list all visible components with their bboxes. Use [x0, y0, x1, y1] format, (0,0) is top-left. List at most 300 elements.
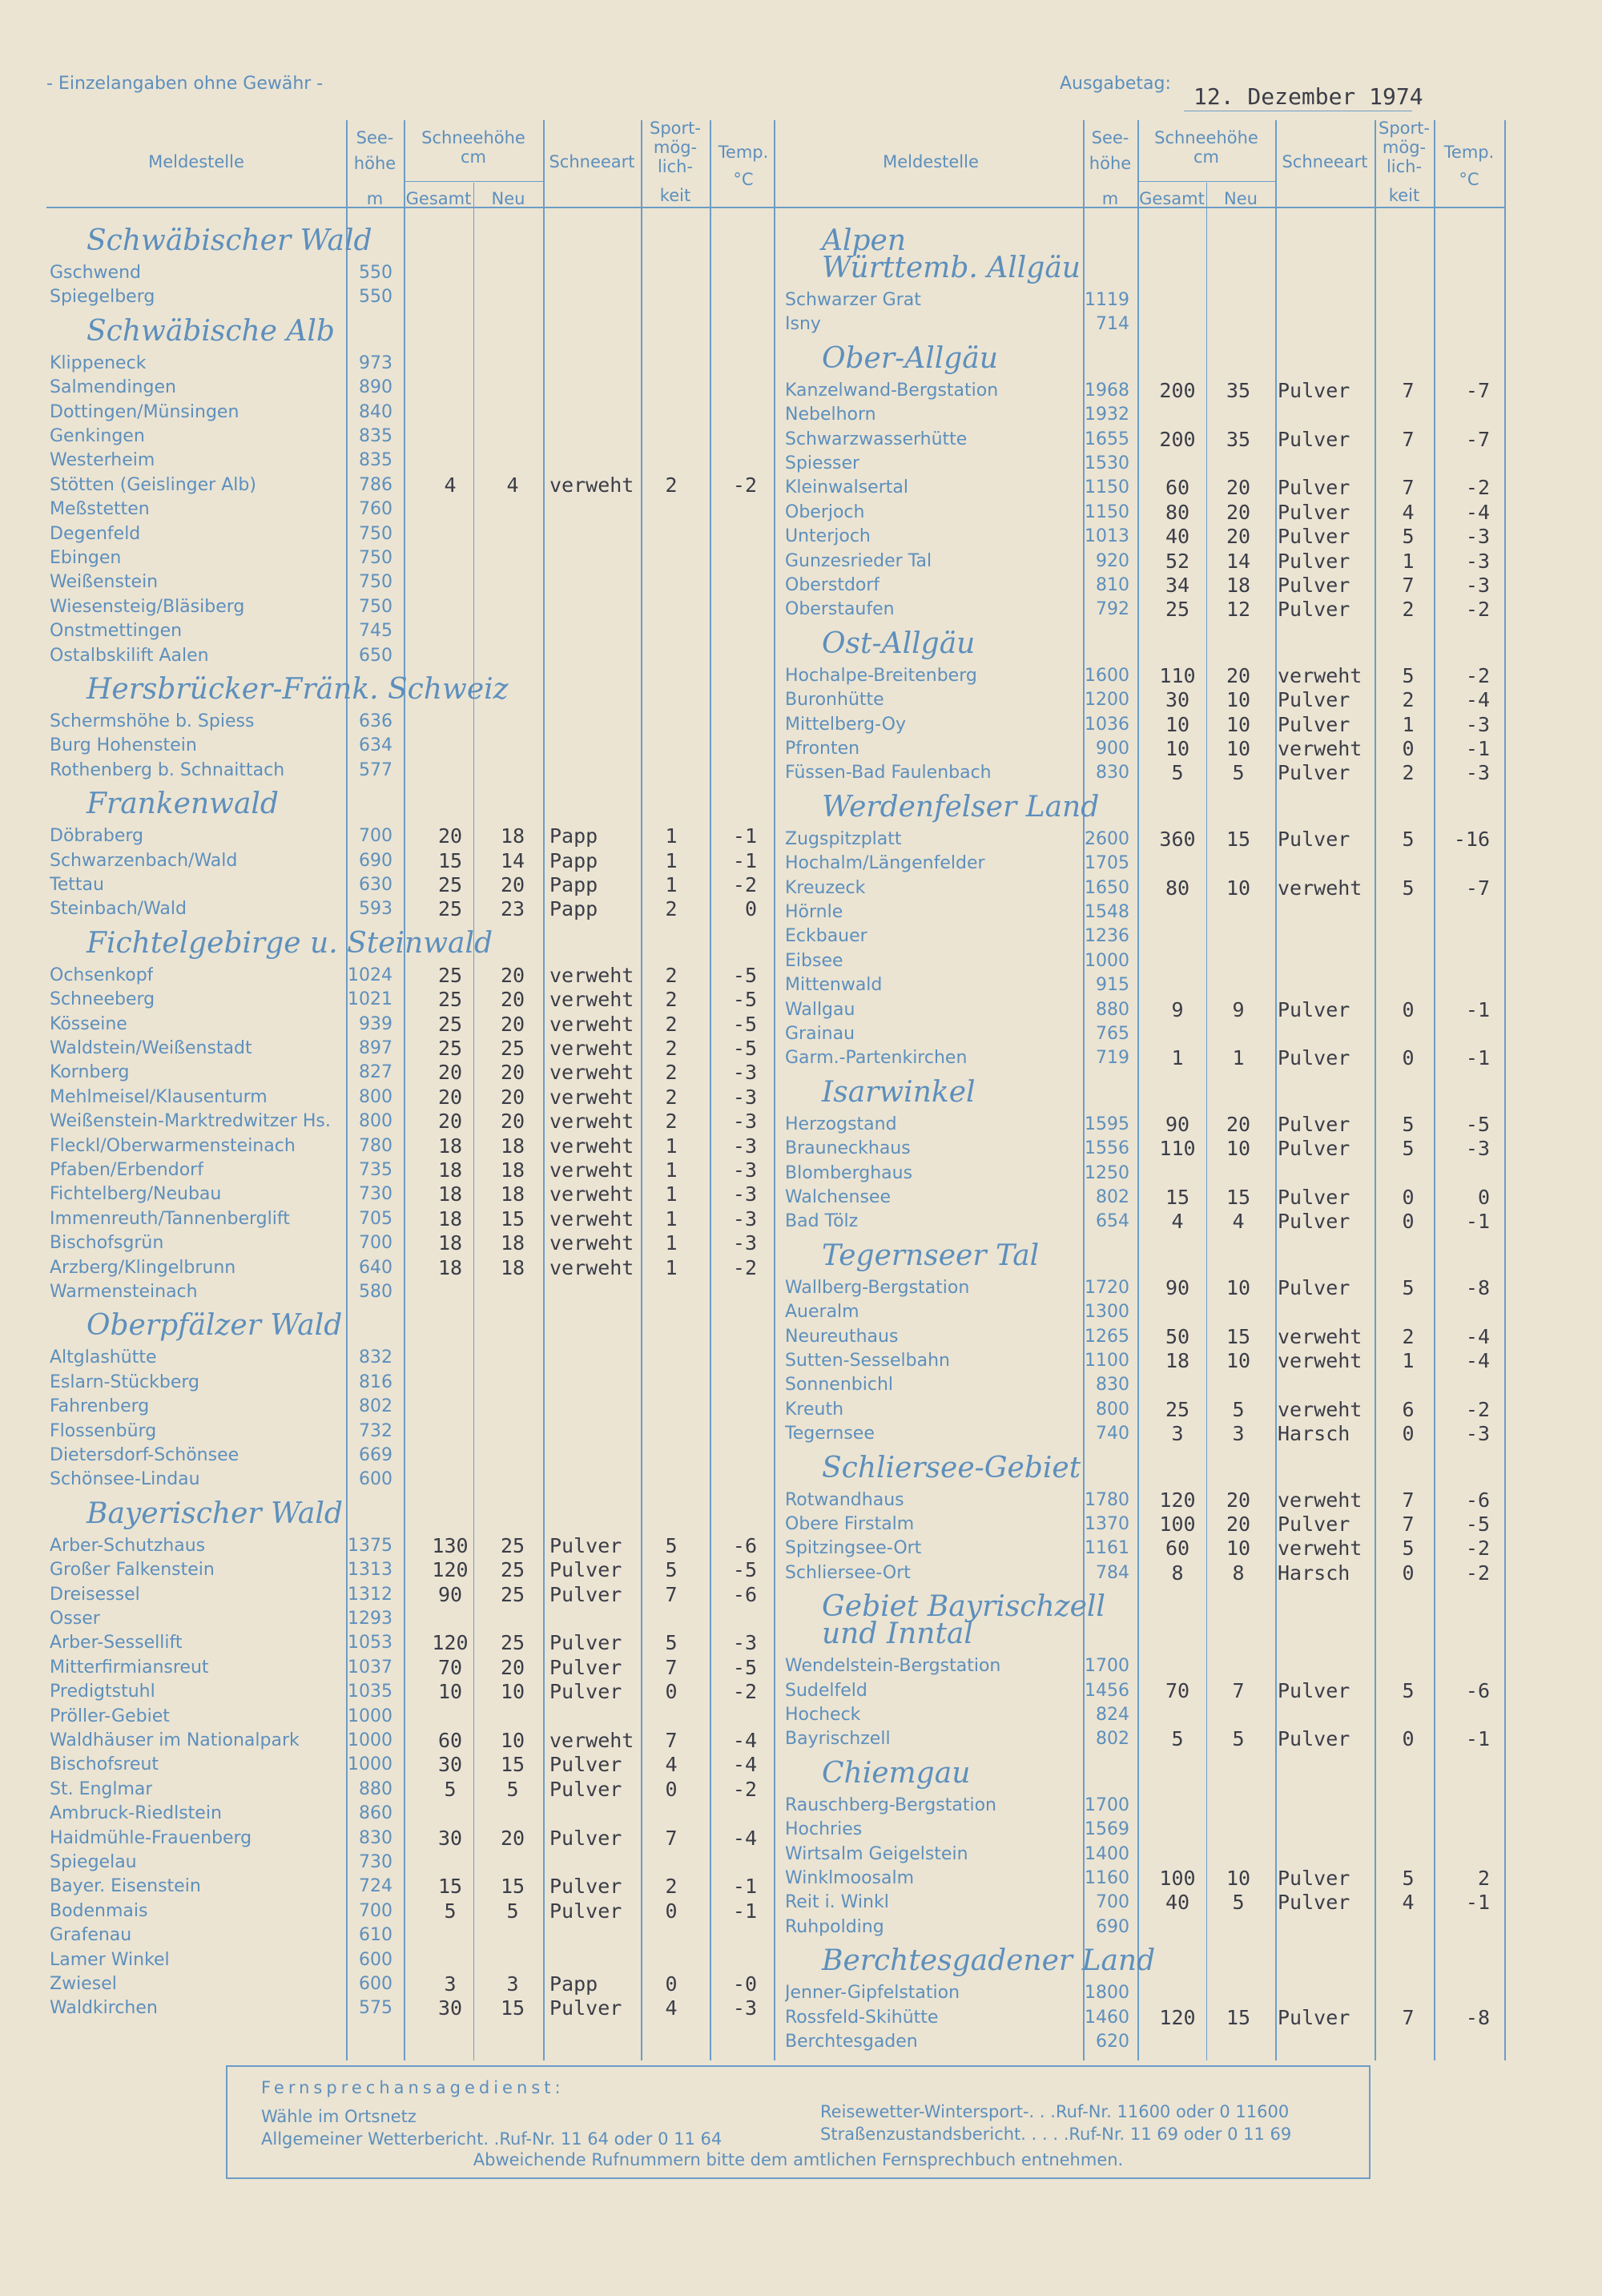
- snow-type: Pulver: [1278, 712, 1350, 736]
- snow-new: 5: [506, 1899, 519, 1923]
- station-name: Rauschberg-Bergstation: [785, 1795, 996, 1815]
- station-altitude: 939: [359, 1013, 392, 1034]
- station-name: Ochsenkopf: [50, 965, 154, 985]
- sport-possibility: 2: [665, 963, 678, 987]
- station-altitude: 1556: [1085, 1138, 1129, 1159]
- snow-new: 15: [500, 1996, 525, 2020]
- snow-new: 25: [500, 1533, 525, 1557]
- phone-service-title: Fernsprechansagedienst:: [261, 2078, 565, 2097]
- region-heading: Hersbrücker-Fränk. Schweiz: [87, 673, 509, 706]
- station-altitude: 600: [359, 1974, 392, 1994]
- snow-type: Pulver: [1278, 1891, 1350, 1915]
- r-col-sport-1: Sport-: [1379, 119, 1430, 138]
- station-name: Degenfeld: [50, 523, 141, 544]
- snow-type: Papp: [549, 1972, 598, 1996]
- snow-total: 18: [437, 1134, 463, 1158]
- r-column-rule: [1504, 120, 1506, 2060]
- station-altitude: 1370: [1085, 1514, 1129, 1534]
- snow-new: 15: [500, 1875, 525, 1899]
- middle-divider: [774, 120, 775, 2060]
- station-altitude: 1312: [348, 1584, 392, 1605]
- snow-new: 20: [1226, 1112, 1251, 1136]
- temperature: -3: [1465, 712, 1490, 736]
- station-name: Neureuthaus: [785, 1326, 899, 1347]
- station-name: Hochalm/Längenfelder: [785, 853, 985, 874]
- station-altitude: 1053: [348, 1633, 392, 1654]
- station-name: Hochries: [785, 1819, 863, 1840]
- station-altitude: 1400: [1085, 1843, 1129, 1864]
- sport-possibility: 7: [1402, 574, 1415, 597]
- temperature: -7: [1465, 427, 1490, 451]
- temperature: -2: [732, 1680, 757, 1704]
- station-name: Aueralm: [785, 1302, 859, 1323]
- sport-possibility: 4: [665, 1996, 678, 2020]
- station-name: Zwiesel: [50, 1974, 117, 1994]
- station-altitude: 580: [359, 1282, 392, 1302]
- snow-type: Pulver: [1278, 1727, 1350, 1751]
- temperature: -2: [1465, 663, 1490, 687]
- snow-type: verweht: [549, 1134, 634, 1158]
- station-name: Mittenwald: [785, 975, 883, 996]
- temperature: -3: [732, 1996, 757, 2020]
- station-altitude: 1700: [1085, 1656, 1129, 1677]
- station-name: Bad Tölz: [785, 1211, 859, 1232]
- station-name: St. Englmar: [50, 1778, 153, 1799]
- temperature: -16: [1453, 827, 1490, 851]
- station-altitude: 835: [359, 450, 392, 471]
- station-altitude: 1161: [1085, 1538, 1129, 1559]
- station-name: Eslarn-Stückberg: [50, 1372, 199, 1392]
- snow-type: Pulver: [1278, 1210, 1350, 1234]
- temperature: -5: [732, 963, 757, 987]
- snow-total: 8: [1171, 1561, 1184, 1585]
- snow-total: 25: [437, 873, 463, 896]
- station-altitude: 897: [359, 1038, 392, 1058]
- station-altitude: 1456: [1085, 1680, 1129, 1701]
- station-name: Pfronten: [785, 739, 860, 759]
- snow-type: Pulver: [1278, 2005, 1350, 2029]
- region-heading: Werdenfelser Land: [822, 790, 1100, 824]
- station-altitude: 1705: [1085, 853, 1129, 874]
- sport-possibility: 1: [1402, 549, 1415, 573]
- snow-new: 25: [500, 1631, 525, 1655]
- station-altitude: 750: [359, 572, 392, 593]
- snow-type: Pulver: [549, 1777, 622, 1801]
- station-altitude: 700: [359, 1233, 392, 1254]
- phone-service-box: [226, 2065, 1371, 2179]
- snow-type: Pulver: [549, 1899, 622, 1923]
- l-col-sport-1: Sport-: [650, 119, 701, 138]
- station-name: Weißenstein: [50, 572, 159, 593]
- temperature: -1: [1465, 1210, 1490, 1234]
- station-name: Großer Falkenstein: [50, 1560, 215, 1581]
- station-name: Buronhütte: [785, 690, 884, 711]
- snow-type: Pulver: [549, 1996, 622, 2020]
- snow-new: 18: [1226, 574, 1251, 597]
- station-name: Brauneckhaus: [785, 1138, 911, 1159]
- snow-total: 60: [437, 1729, 463, 1752]
- snow-total: 4: [444, 473, 457, 497]
- snow-total: 9: [1171, 997, 1184, 1021]
- station-name: Schwarzwasserhütte: [785, 429, 968, 449]
- snow-new: 15: [500, 1206, 525, 1231]
- snow-new: 25: [500, 1037, 525, 1060]
- snow-total: 15: [437, 848, 463, 872]
- sport-possibility: 5: [1402, 1275, 1415, 1299]
- station-name: Wirtsalm Geigelstein: [785, 1843, 968, 1864]
- station-altitude: 600: [359, 1469, 392, 1490]
- station-altitude: 669: [359, 1445, 392, 1465]
- snow-total: 200: [1159, 427, 1196, 451]
- station-altitude: 1932: [1085, 405, 1129, 425]
- snow-type: Pulver: [1278, 549, 1350, 573]
- snow-type: Pulver: [1278, 378, 1350, 402]
- temperature: -3: [732, 1061, 757, 1085]
- r-col-snow: Schneehöhe: [1154, 128, 1258, 147]
- temperature: -1: [1465, 1046, 1490, 1070]
- snow-new: 5: [1232, 1397, 1245, 1421]
- snow-new: 20: [500, 963, 525, 987]
- station-name: Schwarzer Grat: [785, 290, 921, 310]
- r-col-new: Neu: [1224, 189, 1258, 208]
- sport-possibility: 0: [665, 1899, 678, 1923]
- station-name: Gschwend: [50, 263, 141, 283]
- snow-new: 10: [500, 1729, 525, 1752]
- snow-total: 70: [1165, 1678, 1190, 1702]
- sport-possibility: 4: [665, 1753, 678, 1777]
- sport-possibility: 7: [665, 1826, 678, 1850]
- snow-type: verweht: [549, 988, 634, 1012]
- snow-total: 5: [1171, 761, 1184, 785]
- station-name: Hocheck: [785, 1705, 861, 1725]
- snow-new: 8: [1232, 1561, 1245, 1585]
- station-name: Winklmoosalm: [785, 1868, 915, 1888]
- station-altitude: 780: [359, 1135, 392, 1156]
- snow-type: verweht: [549, 1085, 634, 1109]
- station-name: Spiegelau: [50, 1852, 137, 1872]
- snow-total: 30: [437, 1753, 463, 1777]
- snow-new: 20: [500, 988, 525, 1012]
- station-altitude: 690: [359, 850, 392, 871]
- r-col-sport-4: keit: [1388, 186, 1420, 205]
- temperature: -2: [732, 473, 757, 497]
- snow-new: 10: [1226, 1349, 1251, 1372]
- snow-type: Harsch: [1278, 1422, 1350, 1446]
- snow-total: 120: [432, 1631, 469, 1655]
- sport-possibility: 5: [1402, 1537, 1415, 1561]
- temperature: -4: [1465, 688, 1490, 712]
- snow-total: 10: [1165, 737, 1190, 760]
- sport-possibility: 7: [1402, 1513, 1415, 1536]
- sport-possibility: 7: [665, 1729, 678, 1752]
- region-heading: Isarwinkel: [822, 1075, 976, 1109]
- snow-type: Pulver: [549, 1875, 622, 1899]
- phone-note: Abweichende Rufnummern bitte dem amtlichen Fernsprechbuch entnehmen.: [473, 2150, 1124, 2169]
- station-name: Unterjoch: [785, 526, 871, 547]
- r-column-rule: [1434, 120, 1435, 2060]
- station-altitude: 830: [1096, 763, 1129, 783]
- snow-total: 200: [1159, 378, 1196, 402]
- station-name: Oberstaufen: [785, 599, 895, 620]
- sport-possibility: 2: [665, 897, 678, 921]
- station-name: Sutten-Sesselbahn: [785, 1351, 950, 1371]
- station-altitude: 640: [359, 1257, 392, 1278]
- station-name: Haidmühle-Frauenberg: [50, 1827, 252, 1848]
- temperature: -3: [1465, 525, 1490, 549]
- snow-type: Pulver: [1278, 1867, 1350, 1890]
- station-altitude: 700: [1096, 1892, 1129, 1913]
- temperature: -3: [732, 1182, 757, 1206]
- station-altitude: 1000: [348, 1730, 392, 1750]
- station-altitude: 1236: [1085, 926, 1129, 947]
- station-altitude: 1035: [348, 1682, 392, 1702]
- sport-possibility: 5: [1402, 1112, 1415, 1136]
- temperature: -1: [1465, 1891, 1490, 1915]
- station-altitude: 1800: [1085, 1983, 1129, 2004]
- snow-type: Pulver: [1278, 1513, 1350, 1536]
- snow-total: 30: [437, 1826, 463, 1850]
- station-altitude: 690: [1096, 1916, 1129, 1937]
- l-col-temp-unit: °C: [733, 170, 754, 189]
- station-altitude: 740: [1096, 1424, 1129, 1444]
- temperature: -1: [732, 824, 757, 848]
- snow-total: 40: [1165, 1891, 1190, 1915]
- station-name: Isny: [785, 314, 821, 335]
- station-altitude: 1000: [348, 1706, 392, 1726]
- snow-new: 20: [500, 1110, 525, 1134]
- station-name: Gunzesrieder Tal: [785, 550, 932, 571]
- station-altitude: 650: [359, 645, 392, 666]
- sport-possibility: 5: [665, 1558, 678, 1582]
- snow-type: Pulver: [1278, 574, 1350, 597]
- station-name: Mittelberg-Oy: [785, 714, 907, 735]
- snow-new: 12: [1226, 598, 1251, 622]
- region-heading: Schwäbische Alb: [87, 314, 335, 348]
- station-altitude: 824: [1096, 1705, 1129, 1725]
- sport-possibility: 7: [1402, 2005, 1415, 2029]
- snow-new: 18: [500, 1134, 525, 1158]
- station-name: Schneeberg: [50, 989, 155, 1010]
- temperature: -2: [732, 1255, 757, 1279]
- snow-type: Pulver: [1278, 688, 1350, 712]
- station-altitude: 810: [1096, 575, 1129, 595]
- temperature: -5: [732, 1655, 757, 1679]
- snow-type: Pulver: [1278, 1186, 1350, 1209]
- station-name: Lamer Winkel: [50, 1949, 170, 1970]
- station-altitude: 1293: [348, 1609, 392, 1629]
- station-name: Bischofsgrün: [50, 1233, 164, 1254]
- station-altitude: 880: [359, 1778, 392, 1799]
- station-name: Hörnle: [785, 902, 843, 922]
- temperature: -5: [732, 1037, 757, 1060]
- station-name: Spiesser: [785, 453, 860, 473]
- l-col-snow-unit: cm: [460, 147, 486, 167]
- station-name: Weißenstein-Marktredwitzer Hs.: [50, 1111, 331, 1132]
- snow-type: verweht: [1278, 876, 1363, 900]
- region-heading: Schliersee-Gebiet: [822, 1451, 1081, 1484]
- sport-possibility: 0: [665, 1680, 678, 1704]
- snow-type: Pulver: [549, 1655, 622, 1679]
- snow-new: 3: [1232, 1422, 1245, 1446]
- station-name: Eckbauer: [785, 926, 867, 947]
- station-altitude: 1600: [1085, 665, 1129, 686]
- station-name: Berchtesgaden: [785, 2032, 918, 2052]
- snow-total: 4: [1171, 1210, 1184, 1234]
- station-altitude: 1021: [348, 989, 392, 1010]
- snow-total: 40: [1165, 525, 1190, 549]
- station-altitude: 784: [1096, 1562, 1129, 1583]
- temperature: 0: [1477, 1186, 1490, 1209]
- station-altitude: 550: [359, 263, 392, 283]
- station-altitude: 719: [1096, 1048, 1129, 1069]
- l-col-total: Gesamt: [405, 189, 472, 208]
- temperature: -3: [1465, 549, 1490, 573]
- station-altitude: 714: [1096, 314, 1129, 335]
- station-altitude: 1150: [1085, 477, 1129, 498]
- region-heading: Schwäbischer Wald: [87, 224, 372, 257]
- station-altitude: 600: [359, 1949, 392, 1970]
- station-name: Schermshöhe b. Spiess: [50, 711, 255, 731]
- station-altitude: 1200: [1085, 690, 1129, 711]
- r-col-station: Meldestelle: [883, 152, 979, 171]
- snow-new: 14: [1226, 549, 1251, 573]
- snow-new: 10: [1226, 1537, 1251, 1561]
- header-bottom-rule: [46, 207, 1504, 208]
- snow-type: Pulver: [1278, 500, 1350, 524]
- temperature: -2: [1465, 598, 1490, 622]
- station-name: Rothenberg b. Schnaittach: [50, 759, 285, 780]
- l-col-snow: Schneehöhe: [421, 128, 525, 147]
- snow-type: verweht: [549, 963, 634, 987]
- station-altitude: 730: [359, 1852, 392, 1872]
- station-name: Garm.-Partenkirchen: [785, 1048, 968, 1069]
- sport-possibility: 0: [1402, 737, 1415, 760]
- snow-type: Pulver: [549, 1582, 622, 1606]
- temperature: -2: [1465, 476, 1490, 500]
- snow-type: verweht: [1278, 1537, 1363, 1561]
- station-name: Predigtstuhl: [50, 1682, 155, 1702]
- sport-possibility: 1: [665, 1158, 678, 1182]
- snow-total: 10: [437, 1680, 463, 1704]
- station-altitude: 835: [359, 426, 392, 446]
- station-name: Bodenmais: [50, 1900, 148, 1921]
- snow-new: 5: [1232, 761, 1245, 785]
- region-heading: Frankenwald: [87, 787, 279, 821]
- station-name: Genkingen: [50, 426, 145, 446]
- l-snow-sub-rule: [404, 181, 543, 182]
- snow-total: 110: [1159, 663, 1196, 687]
- station-name: Kösseine: [50, 1013, 127, 1034]
- snow-new: 10: [1226, 1275, 1251, 1299]
- sport-possibility: 1: [1402, 712, 1415, 736]
- station-name: Jenner-Gipfelstation: [785, 1983, 960, 2004]
- snow-total: 20: [437, 1110, 463, 1134]
- station-altitude: 724: [359, 1876, 392, 1897]
- l-col-sport-4: keit: [659, 186, 691, 205]
- temperature: -3: [1465, 761, 1490, 785]
- temperature: -6: [732, 1582, 757, 1606]
- snow-total: 100: [1159, 1513, 1196, 1536]
- snow-new: 4: [1232, 1210, 1245, 1234]
- sport-possibility: 0: [665, 1777, 678, 1801]
- sport-possibility: 6: [1402, 1397, 1415, 1421]
- snow-total: 60: [1165, 1537, 1190, 1561]
- station-altitude: 1595: [1085, 1114, 1129, 1134]
- snow-type: Pulver: [549, 1680, 622, 1704]
- snow-total: 30: [437, 1996, 463, 2020]
- station-altitude: 800: [1096, 1399, 1129, 1420]
- snow-total: 52: [1165, 549, 1190, 573]
- snow-type: Pulver: [1278, 1046, 1350, 1070]
- snow-type: verweht: [549, 1158, 634, 1182]
- l-col-temp: Temp.: [718, 143, 769, 162]
- station-name: Onstmettingen: [50, 621, 183, 642]
- temperature: -4: [732, 1729, 757, 1752]
- sport-possibility: 2: [1402, 1324, 1415, 1348]
- sport-possibility: 2: [665, 988, 678, 1012]
- snow-type: Pulver: [1278, 525, 1350, 549]
- station-altitude: 920: [1096, 550, 1129, 571]
- sport-possibility: 2: [1402, 761, 1415, 785]
- temperature: -2: [1465, 1397, 1490, 1421]
- station-altitude: 1530: [1085, 453, 1129, 473]
- temperature: -4: [1465, 1324, 1490, 1348]
- station-name: Dreisessel: [50, 1584, 140, 1605]
- r-col-sport-3: lich-: [1386, 157, 1423, 176]
- station-name: Fleckl/Oberwarmensteinach: [50, 1135, 296, 1156]
- snow-new: 18: [500, 1255, 525, 1279]
- station-altitude: 765: [1096, 1024, 1129, 1044]
- snow-total: 25: [1165, 1397, 1190, 1421]
- station-name: Westerheim: [50, 450, 155, 471]
- station-name: Schliersee-Ort: [785, 1562, 911, 1583]
- sport-possibility: 0: [1402, 997, 1415, 1021]
- sport-possibility: 1: [665, 873, 678, 896]
- snow-type: verweht: [1278, 1488, 1363, 1512]
- temperature: -5: [732, 1012, 757, 1036]
- station-name: Immenreuth/Tannenberglift: [50, 1208, 290, 1229]
- snow-new: 20: [1226, 476, 1251, 500]
- station-altitude: 760: [359, 499, 392, 520]
- station-name: Hochalpe-Breitenberg: [785, 665, 977, 686]
- snow-new: 15: [1226, 1324, 1251, 1348]
- snow-type: verweht: [549, 1206, 634, 1231]
- station-altitude: 730: [359, 1184, 392, 1205]
- sport-possibility: 5: [665, 1631, 678, 1655]
- region-heading: Württemb. Allgäu: [822, 252, 1081, 284]
- region-heading: Berchtesgadener Land: [822, 1944, 1156, 1978]
- r-column-rule: [1275, 120, 1277, 2060]
- snow-type: Papp: [549, 873, 598, 896]
- station-altitude: 1160: [1085, 1868, 1129, 1888]
- station-altitude: 745: [359, 621, 392, 642]
- sport-possibility: 0: [1402, 1422, 1415, 1446]
- temperature: -6: [1465, 1488, 1490, 1512]
- snow-total: 5: [1171, 1727, 1184, 1751]
- station-name: Rossfeld-Skihütte: [785, 2007, 939, 2028]
- sport-possibility: 4: [1402, 500, 1415, 524]
- snow-type: verweht: [549, 473, 634, 497]
- station-name: Wiesensteig/Bläsiberg: [50, 596, 245, 617]
- station-name: Blomberghaus: [785, 1162, 913, 1183]
- sport-possibility: 2: [665, 1875, 678, 1899]
- station-altitude: 735: [359, 1160, 392, 1180]
- temperature: -7: [1465, 876, 1490, 900]
- snow-type: Pulver: [549, 1631, 622, 1655]
- region-heading: Gebiet Bayrischzell: [822, 1590, 1105, 1624]
- station-altitude: 700: [359, 1900, 392, 1921]
- temperature: 0: [744, 897, 757, 921]
